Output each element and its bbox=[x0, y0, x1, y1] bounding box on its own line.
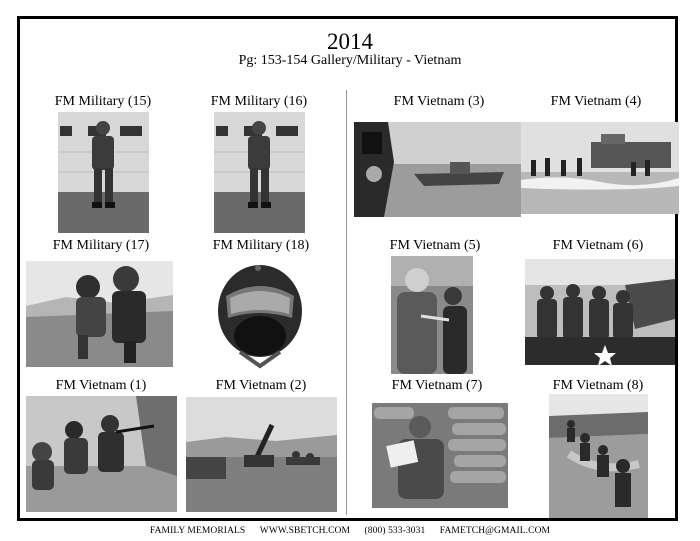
caption-military-18: FM Military (18) bbox=[212, 238, 310, 253]
footer-email[interactable]: FAMETCH@GMAIL.COM bbox=[439, 526, 551, 536]
caption-military-15: FM Military (15) bbox=[54, 94, 152, 109]
photo-vietnam-8[interactable] bbox=[549, 394, 648, 518]
photo-military-18[interactable] bbox=[210, 256, 310, 374]
footer-phone: (800) 533-3031 bbox=[364, 526, 426, 536]
caption-vietnam-2: FM Vietnam (2) bbox=[215, 378, 307, 393]
photo-vietnam-7[interactable] bbox=[372, 403, 508, 508]
footer-website[interactable]: WWW.SBETCH.COM bbox=[259, 526, 351, 536]
photo-vietnam-5[interactable] bbox=[391, 256, 473, 374]
photo-vietnam-2[interactable] bbox=[186, 397, 337, 512]
photo-military-16[interactable] bbox=[214, 112, 305, 233]
footer-company: FAMILY MEMORIALS bbox=[149, 526, 246, 536]
caption-vietnam-5: FM Vietnam (5) bbox=[389, 238, 481, 253]
photo-military-15[interactable] bbox=[58, 112, 149, 233]
caption-vietnam-3: FM Vietnam (3) bbox=[393, 94, 485, 109]
caption-vietnam-6: FM Vietnam (6) bbox=[552, 238, 644, 253]
photo-vietnam-1[interactable] bbox=[26, 396, 177, 512]
photo-vietnam-6[interactable] bbox=[525, 259, 675, 365]
photo-vietnam-3[interactable] bbox=[354, 122, 521, 217]
photo-vietnam-4[interactable] bbox=[521, 122, 679, 214]
page-year-title: 2014 bbox=[327, 29, 373, 54]
footer-contact bbox=[0, 526, 700, 537]
caption-vietnam-4: FM Vietnam (4) bbox=[550, 94, 642, 109]
caption-vietnam-8: FM Vietnam (8) bbox=[552, 378, 644, 393]
caption-vietnam-7: FM Vietnam (7) bbox=[391, 378, 483, 393]
page-subtitle: Pg: 153-154 Gallery/Military - Vietnam bbox=[238, 53, 462, 68]
center-divider bbox=[346, 90, 347, 515]
caption-military-17: FM Military (17) bbox=[52, 238, 150, 253]
photo-military-17[interactable] bbox=[26, 261, 173, 367]
caption-vietnam-1: FM Vietnam (1) bbox=[55, 378, 147, 393]
caption-military-16: FM Military (16) bbox=[210, 94, 308, 109]
